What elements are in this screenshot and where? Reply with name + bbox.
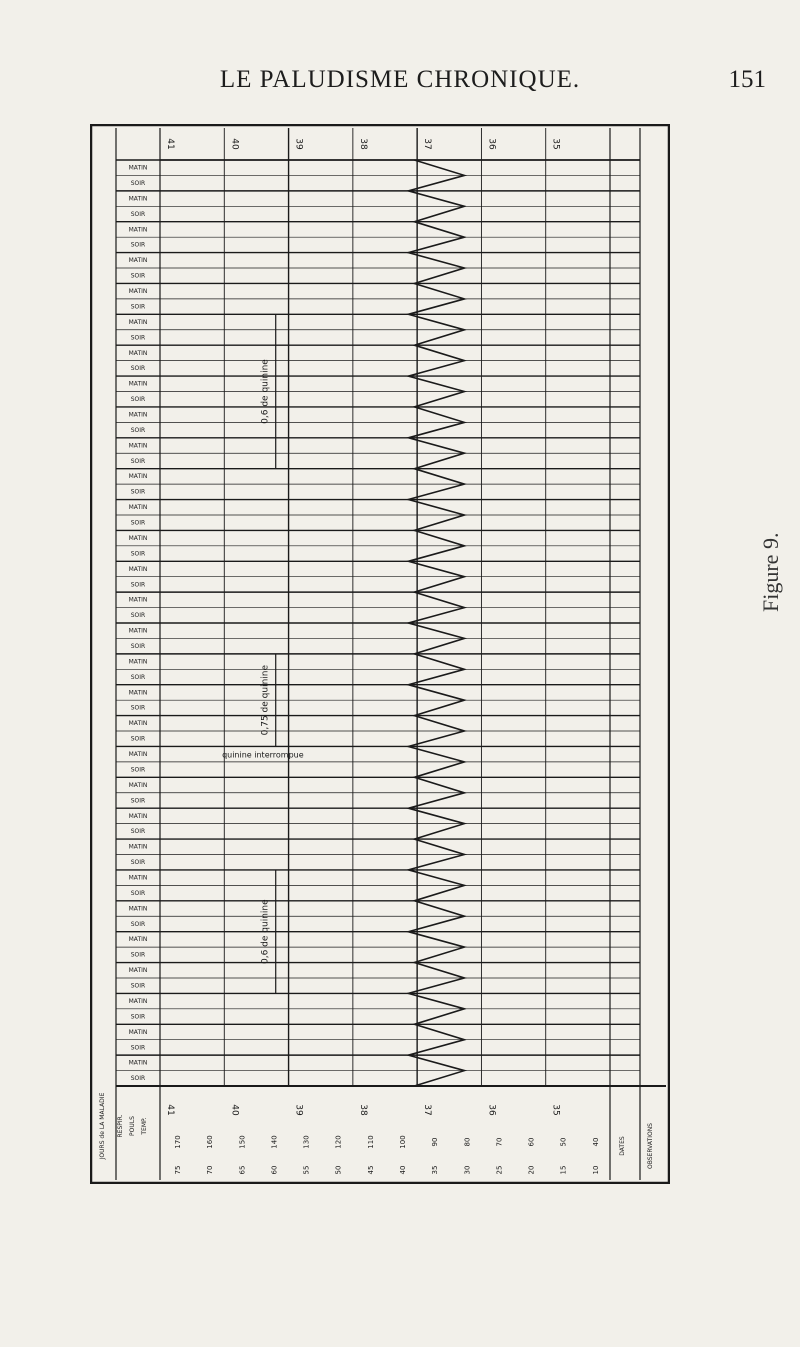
respiration-scale-label: 50 <box>334 1165 343 1175</box>
respiration-scale-label: 35 <box>431 1165 440 1175</box>
evening-row-label: SOIR <box>130 303 146 311</box>
morning-row-label: MATIN <box>128 1059 148 1067</box>
evening-row-label: SOIR <box>130 180 146 188</box>
evening-row-label: SOIR <box>130 1075 146 1083</box>
pulse-scale-label: 90 <box>431 1137 440 1147</box>
respiration-scale-label: 15 <box>559 1165 568 1175</box>
morning-row-label: MATIN <box>128 936 148 944</box>
quinine-dose-1-label: 0,6 de quinine <box>260 359 271 424</box>
respiration-scale-label: 25 <box>495 1165 504 1175</box>
page-number: 151 <box>728 66 766 93</box>
pulse-scale-label: 120 <box>334 1135 343 1149</box>
evening-row-label: SOIR <box>130 272 146 280</box>
evening-row-label: SOIR <box>130 951 146 959</box>
morning-row-label: MATIN <box>128 257 148 265</box>
observations-label: OBSERVATIONS <box>647 1123 654 1169</box>
morning-row-label: MATIN <box>128 874 148 882</box>
running-header-title: LE PALUDISME CHRONIQUE. <box>219 66 581 93</box>
evening-row-label: SOIR <box>130 920 146 928</box>
evening-row-label: SOIR <box>130 766 146 774</box>
evening-row-label: SOIR <box>130 1013 146 1021</box>
morning-row-label: MATIN <box>128 720 148 728</box>
morning-row-label: MATIN <box>128 442 148 450</box>
morning-row-label: MATIN <box>128 288 148 296</box>
temperature-chart <box>90 124 670 1184</box>
morning-row-label: MATIN <box>128 967 148 975</box>
evening-row-label: SOIR <box>130 828 146 836</box>
top-temperature-label: 37 <box>422 138 433 150</box>
respiration-scale-label: 75 <box>174 1165 182 1175</box>
pulse-scale-label: 150 <box>238 1135 247 1149</box>
pulse-scale-label: 50 <box>559 1137 568 1147</box>
quinine-gap-note: quinine interrompue <box>222 750 304 760</box>
quinine-dose-3-label: 0,6 de quinine <box>260 899 271 964</box>
pulse-scale-label: 130 <box>302 1135 311 1149</box>
morning-row-label: MATIN <box>128 195 148 203</box>
morning-row-label: MATIN <box>128 1028 148 1036</box>
pulse-scale-label: 100 <box>399 1135 407 1149</box>
morning-row-label: MATIN <box>128 627 148 635</box>
top-temperature-label: 39 <box>293 138 304 150</box>
evening-row-label: SOIR <box>130 210 146 218</box>
pulse-scale-label: 170 <box>174 1135 182 1149</box>
respiration-scale-label: 45 <box>366 1165 375 1175</box>
morning-row-label: MATIN <box>128 843 148 851</box>
morning-row-label: MATIN <box>128 411 148 419</box>
bottom-temperature-label: 40 <box>229 1104 240 1116</box>
respiration-scale-label: 60 <box>270 1165 279 1175</box>
pulse-scale-label: 40 <box>591 1137 600 1147</box>
respiration-scale-label: 55 <box>302 1165 311 1175</box>
morning-row-label: MATIN <box>128 997 148 1005</box>
evening-row-label: SOIR <box>130 241 146 249</box>
morning-row-label: MATIN <box>128 164 148 172</box>
evening-row-label: SOIR <box>130 704 146 712</box>
evening-row-label: SOIR <box>130 581 146 589</box>
evening-row-label: SOIR <box>130 643 146 651</box>
evening-row-label: SOIR <box>130 612 146 620</box>
evening-row-label: SOIR <box>130 735 146 743</box>
temperature-chart-svg <box>90 124 670 1184</box>
morning-row-label: MATIN <box>128 565 148 573</box>
figure-label: Figure 9. <box>758 532 783 612</box>
respiration-scale-label: 40 <box>399 1165 407 1175</box>
morning-row-label: MATIN <box>128 226 148 234</box>
evening-row-label: SOIR <box>130 797 146 805</box>
evening-row-label: SOIR <box>130 396 146 404</box>
bottom-temperature-label: 38 <box>357 1104 368 1116</box>
evening-row-label: SOIR <box>130 889 146 897</box>
evening-row-label: SOIR <box>130 488 146 496</box>
pulse-scale-label: 160 <box>206 1135 215 1149</box>
bottom-header-days: JOURS de LA MALADIE <box>99 1092 106 1160</box>
morning-row-label: MATIN <box>128 504 148 512</box>
respiration-scale-label: 30 <box>463 1165 472 1175</box>
morning-row-label: MATIN <box>128 751 148 759</box>
evening-row-label: SOIR <box>130 457 146 465</box>
morning-row-label: MATIN <box>128 812 148 820</box>
top-temperature-label: 35 <box>550 138 561 150</box>
quinine-dose-2-label: 0,75 de quinine <box>260 664 271 736</box>
morning-row-label: MATIN <box>128 473 148 481</box>
evening-row-label: SOIR <box>130 673 146 681</box>
evening-row-label: SOIR <box>130 334 146 342</box>
pulse-scale-label: 80 <box>463 1137 472 1147</box>
evening-row-label: SOIR <box>130 365 146 373</box>
pulse-scale-label: 110 <box>366 1135 375 1149</box>
top-temperature-label: 41 <box>165 138 175 150</box>
morning-row-label: MATIN <box>128 380 148 388</box>
bottom-temperature-label: 35 <box>550 1104 561 1116</box>
evening-row-label: SOIR <box>130 982 146 990</box>
bottom-temperature-label: 41 <box>165 1104 175 1116</box>
respiration-scale-label: 10 <box>591 1165 600 1175</box>
evening-row-label: SOIR <box>130 519 146 527</box>
morning-row-label: MATIN <box>128 905 148 913</box>
bottom-header-respiration: RESPIR. <box>117 1114 124 1138</box>
respiration-scale-label: 70 <box>206 1165 215 1175</box>
morning-row-label: MATIN <box>128 596 148 604</box>
pulse-scale-label: 60 <box>527 1137 536 1147</box>
morning-row-label: MATIN <box>128 534 148 542</box>
dates-label: DATES <box>619 1136 626 1156</box>
top-temperature-label: 40 <box>229 138 240 150</box>
respiration-scale-label: 20 <box>527 1165 536 1175</box>
evening-row-label: SOIR <box>130 859 146 867</box>
bottom-temperature-label: 39 <box>293 1104 304 1116</box>
morning-row-label: MATIN <box>128 349 148 357</box>
evening-row-label: SOIR <box>130 1044 146 1052</box>
bottom-header-pulse: POULS <box>129 1116 136 1136</box>
top-temperature-label: 36 <box>486 138 497 150</box>
evening-row-label: SOIR <box>130 426 146 434</box>
pulse-scale-label: 140 <box>270 1135 279 1149</box>
pulse-scale-label: 70 <box>495 1137 504 1147</box>
morning-row-label: MATIN <box>128 318 148 326</box>
bottom-temperature-label: 36 <box>486 1104 497 1116</box>
evening-row-label: SOIR <box>130 550 146 558</box>
bottom-temperature-label: 37 <box>422 1104 433 1116</box>
morning-row-label: MATIN <box>128 689 148 697</box>
morning-row-label: MATIN <box>128 781 148 789</box>
bottom-header-temperature: TEMP. <box>141 1117 148 1135</box>
morning-row-label: MATIN <box>128 658 148 666</box>
respiration-scale-label: 65 <box>238 1165 247 1175</box>
top-temperature-label: 38 <box>357 138 368 150</box>
